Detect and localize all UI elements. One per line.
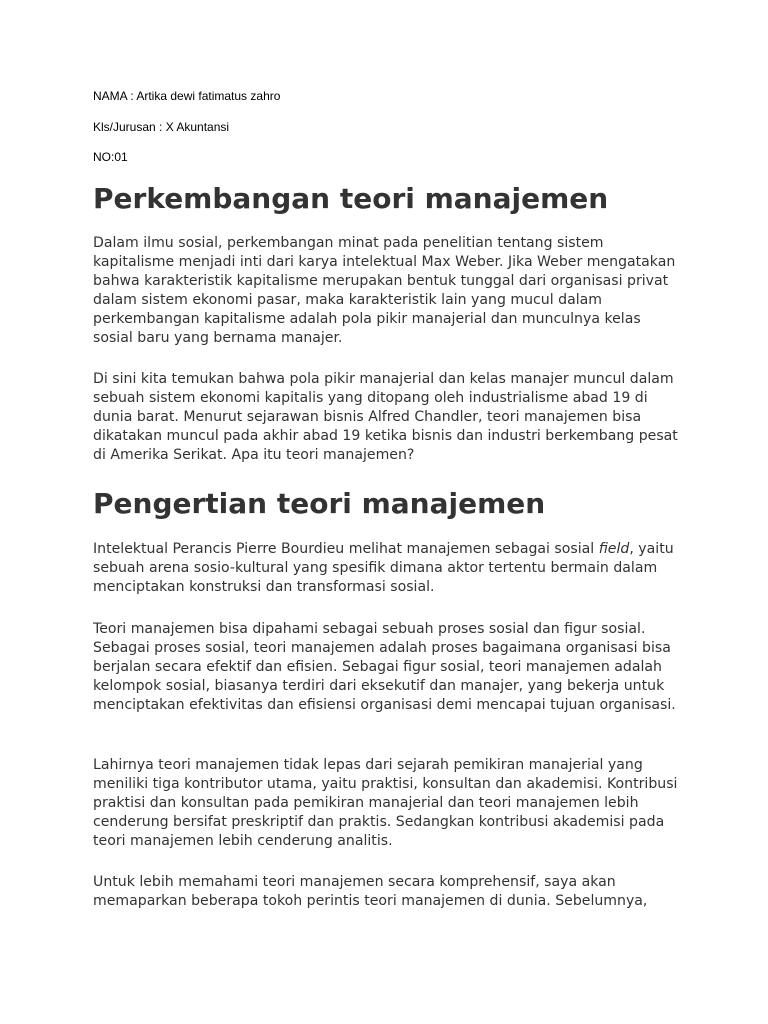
italic-term: field bbox=[598, 541, 630, 557]
student-name-line: NAMA : Artika dewi fatimatus zahro bbox=[93, 89, 281, 103]
paragraph-text: , yaitu sebuah arena sosio-kultural yang spesifik dimana aktor tertentu bermain dalam menciptakan konstruksi dan transformasi sosial. bbox=[93, 541, 674, 595]
paragraph: Untuk lebih memahami teori manajemen secara komprehensif, saya akan memaparkan beberapa tokoh perintis teori manajemen di dunia. Sebelumnya, bbox=[93, 874, 648, 909]
paragraph bbox=[93, 540, 683, 597]
paragraph-text: Intelektual Perancis Pierre Bourdieu melihat manajemen sebagai sosial bbox=[93, 541, 599, 557]
number-line: NO:01 bbox=[93, 150, 128, 164]
paragraph: Dalam ilmu sosial, perkembangan minat pada penelitian tentang sistem kapitalisme menjadi inti dari karya intelektual Max Weber. Jika Weber mengatakan bahwa karakteristik kapitalisme merupakan bentuk tunggal dari organisasi privat dalam sistem ekonomi pasar, maka karakteristik lain yang mucul dalam perkembangan kapitalisme adalah pola pikir manajerial dan munculnya kelas sosial baru yang bernama manajer. bbox=[93, 235, 676, 346]
section-heading-pengertian: Pengertian teori manajemen bbox=[93, 487, 546, 520]
paragraph: Teori manajemen bisa dipahami sebagai sebuah proses sosial dan figur sosial. Sebagai proses sosial, teori manajemen adalah proses bagaimana organisasi bisa berjalan secara efektif dan efisien. Sebagai figur sosial, teori manajemen adalah kelompok sosial, biasanya terdiri dari eksekutif dan manajer, yang bekerja untuk menciptakan efektivitas dan efisiensi organisasi demi mencapai tujuan organisasi. bbox=[93, 621, 676, 713]
section-heading-perkembangan: Perkembangan teori manajemen bbox=[93, 182, 609, 215]
paragraph: Lahirnya teori manajemen tidak lepas dari sejarah pemikiran manajerial yang meniliki tiga kontributor utama, yaitu praktisi, konsultan dan akademisi. Kontribusi praktisi dan konsultan pada pemikiran manajerial dan teori manajemen lebih cenderung bersifat preskriptif dan praktis. Sedangkan kontribusi akademisi pada teori manajemen lebih cenderung analitis. bbox=[93, 757, 678, 849]
class-major-line: Kls/Jurusan : X Akuntansi bbox=[93, 120, 230, 134]
paragraph: Di sini kita temukan bahwa pola pikir manajerial dan kelas manajer muncul dalam sebuah sistem ekonomi kapitalis yang ditopang oleh industrialisme abad 19 di dunia barat. Menurut sejarawan bisnis Alfred Chandler, teori manajemen bisa dikatakan muncul pada akhir abad 19 ketika bisnis dan industri berkembang pesat di Amerika Serikat. Apa itu teori manajemen? bbox=[93, 371, 678, 463]
